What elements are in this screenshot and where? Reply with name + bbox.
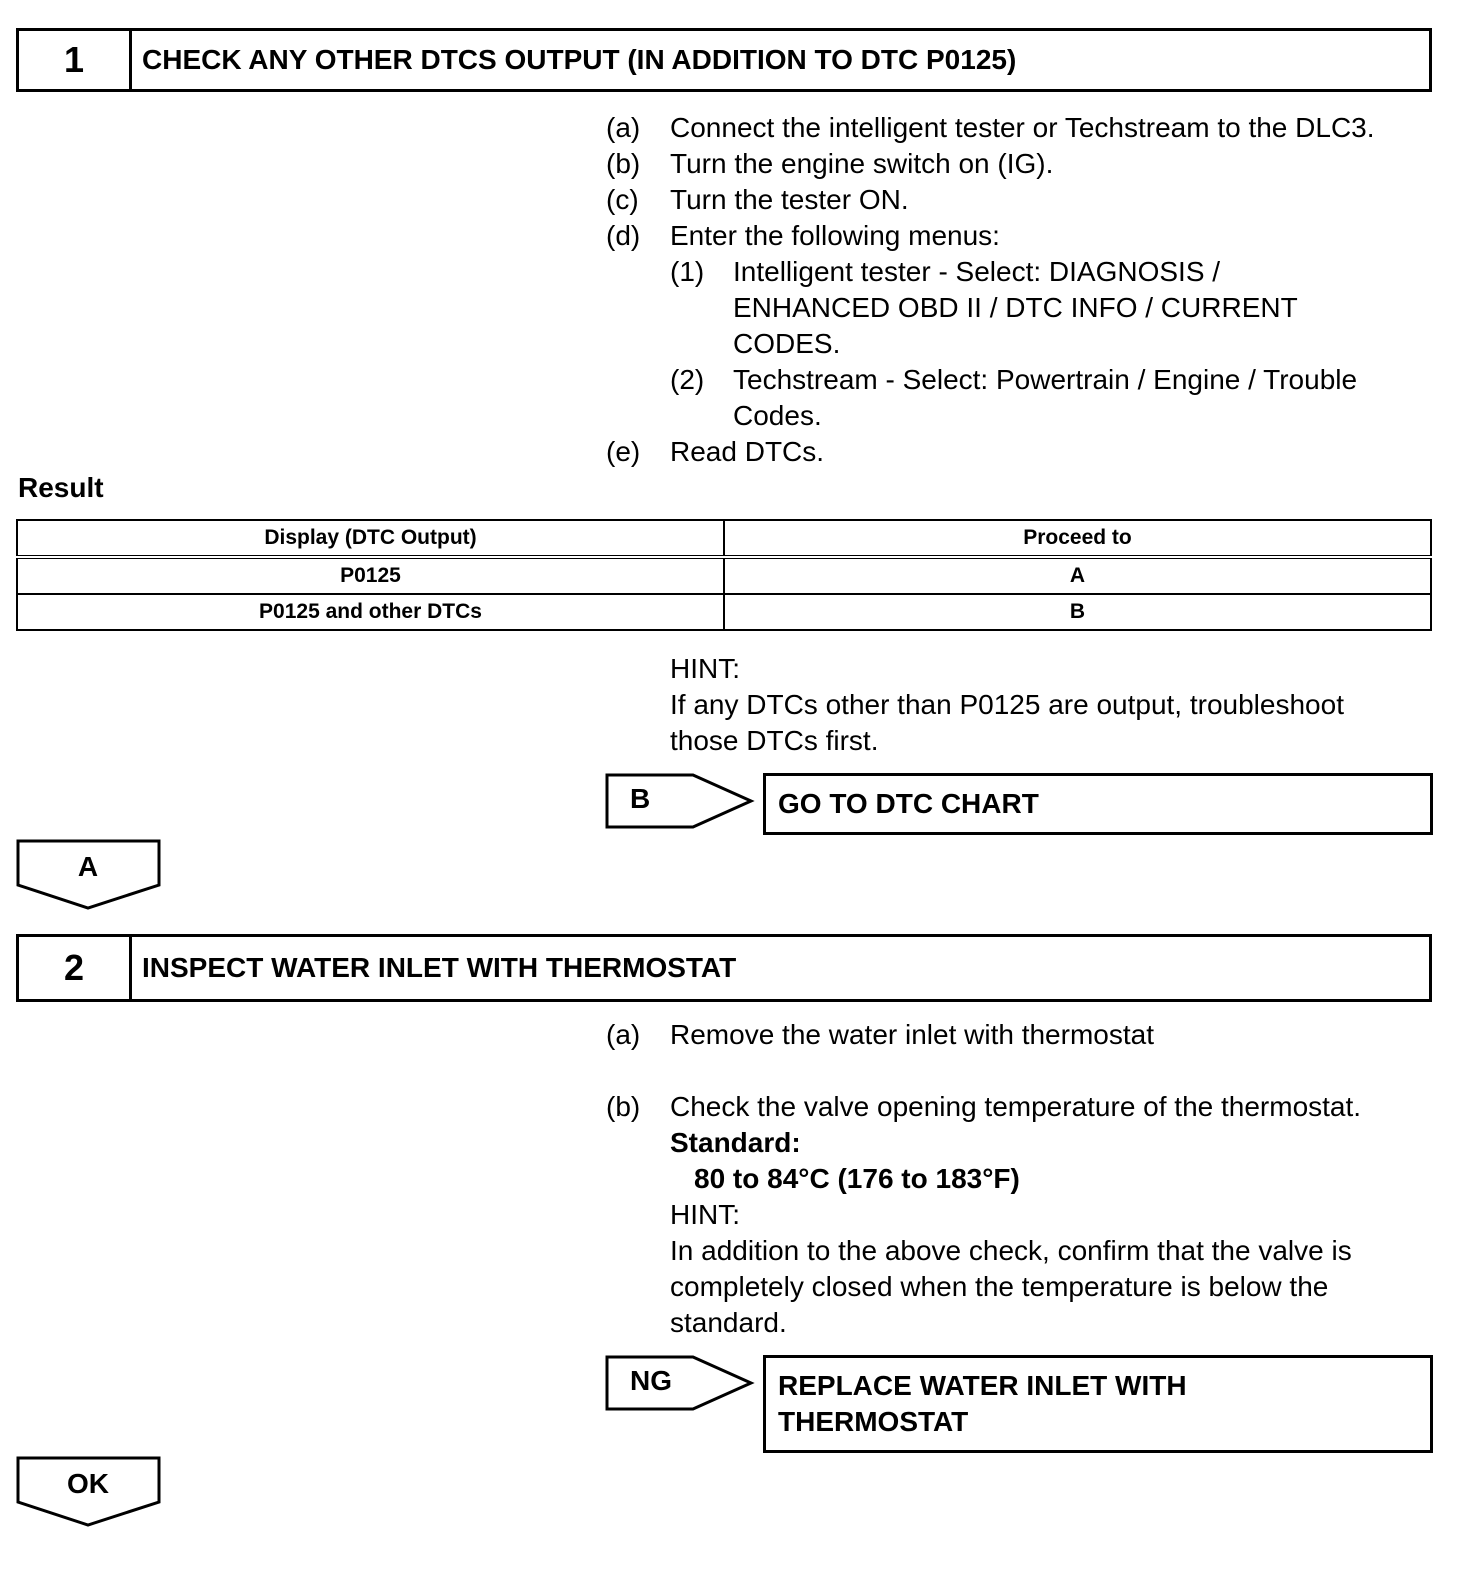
- instruction-label: (b): [606, 148, 641, 179]
- step-2-header: [16, 934, 1432, 1002]
- standard-value: 80 to 84°C (176 to 183°F): [694, 1163, 1020, 1194]
- branch-action-box: [763, 1355, 1433, 1453]
- hint-line: standard.: [670, 1307, 787, 1338]
- instruction-text: Connect the intelligent tester or Techstream to the DLC3.: [670, 112, 1375, 143]
- instruction-label: (d): [606, 220, 641, 251]
- sub-item-2: [670, 362, 1430, 434]
- table-row: [17, 557, 1431, 594]
- instruction-b: [606, 146, 1053, 182]
- instruction-label: (e): [606, 436, 641, 467]
- instruction-text: Turn the tester ON.: [670, 184, 909, 215]
- step-title: CHECK ANY OTHER DTCS OUTPUT (IN ADDITION TO DTC P0125): [142, 44, 1017, 75]
- instruction-label: (a): [606, 1019, 641, 1050]
- table-cell: A: [724, 557, 1431, 594]
- branch-action: GO TO DTC CHART: [778, 788, 1039, 819]
- instruction-text: Enter the following menus:: [670, 220, 1000, 251]
- step-1-header: [16, 28, 1432, 92]
- table-cell: B: [724, 594, 1431, 630]
- hint-label: HINT:: [670, 653, 740, 684]
- hint-line: In addition to the above check, confirm that the valve is: [670, 1235, 1352, 1266]
- result-label: Result: [18, 472, 104, 503]
- branch-action-line: THERMOSTAT: [778, 1406, 969, 1437]
- instruction-label: (a): [606, 112, 641, 143]
- next-tag: A: [77, 851, 99, 882]
- instruction-text: Remove the water inlet with thermostat: [670, 1019, 1154, 1050]
- instruction-label: (b): [606, 1091, 641, 1122]
- sub-item-label: (2): [670, 364, 705, 395]
- instruction-text: Turn the engine switch on (IG).: [670, 148, 1054, 179]
- instruction-text: Read DTCs.: [670, 436, 825, 467]
- branch-arrow-icon: [605, 1355, 755, 1413]
- sub-item-label: (1): [670, 256, 705, 287]
- branch-action-box: [763, 773, 1433, 835]
- table-header-cell: Display (DTC Output): [17, 520, 724, 557]
- hint-line: If any DTCs other than P0125 are output, troubleshoot: [670, 689, 1344, 720]
- hint-line: completely closed when the temperature is below the: [670, 1271, 1329, 1302]
- table-header-row: [17, 520, 1431, 557]
- instruction-a: [606, 1017, 1154, 1053]
- branch-tag: B: [630, 783, 651, 814]
- next-tag: OK: [67, 1468, 109, 1499]
- sub-item-1: [670, 254, 1430, 362]
- step-title: INSPECT WATER INLET WITH THERMOSTAT: [142, 952, 737, 983]
- instruction-label: (c): [606, 184, 639, 215]
- hint-line: those DTCs first.: [670, 725, 879, 756]
- sub-item-text: Intelligent tester - Select: DIAGNOSIS / ENHANCED OBD II / DTC INFO / CURRENT CODES.: [733, 256, 1298, 359]
- sub-item-text: Techstream - Select: Powertrain / Engine / Trouble Codes.: [733, 364, 1358, 431]
- instruction-b: [606, 1089, 1361, 1125]
- standard-label: Standard:: [670, 1127, 801, 1158]
- result-table: [16, 519, 1432, 631]
- branch-tag: NG: [630, 1365, 672, 1396]
- instruction-d: [606, 218, 1000, 254]
- table-cell: P0125 and other DTCs: [17, 594, 724, 630]
- instruction-text: Check the valve opening temperature of the thermostat.: [670, 1091, 1362, 1122]
- hint-label: HINT:: [670, 1199, 740, 1230]
- step-number: 2: [19, 937, 132, 999]
- branch-arrow-icon: [605, 773, 755, 831]
- instruction-e: [606, 434, 824, 470]
- table-cell: P0125: [17, 557, 724, 594]
- table-header-cell: Proceed to: [724, 520, 1431, 557]
- table-row: [17, 594, 1431, 630]
- instruction-c: [606, 182, 909, 218]
- step-number: 1: [19, 31, 132, 89]
- instruction-a: [606, 110, 1375, 146]
- branch-action-line: REPLACE WATER INLET WITH: [778, 1370, 1187, 1401]
